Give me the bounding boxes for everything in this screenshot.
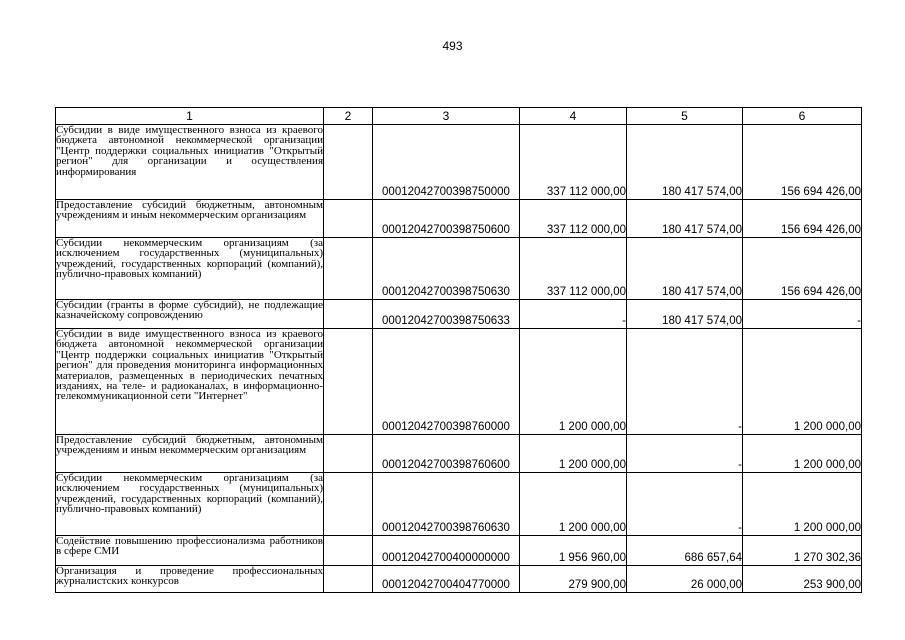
row-value-4: 1 200 000,00 <box>520 329 627 435</box>
row-name: Предоставление субсидий бюджетным, автономным учреждениям и иным некоммерческим организациям <box>56 200 324 238</box>
row-value-5: 686 657,64 <box>627 536 743 566</box>
row-value-4: 1 200 000,00 <box>520 435 627 473</box>
row-value-4: 337 112 000,00 <box>520 200 627 238</box>
row-col2 <box>324 200 373 238</box>
header-col-1: 1 <box>56 108 324 125</box>
header-col-5: 5 <box>627 108 743 125</box>
header-col-3: 3 <box>373 108 520 125</box>
header-col-6: 6 <box>743 108 862 125</box>
row-code: 00012042700400000000 <box>373 536 520 566</box>
row-code: 00012042700398750600 <box>373 200 520 238</box>
row-value-6: 1 270 302,36 <box>743 536 862 566</box>
row-value-5: - <box>627 473 743 536</box>
table-row <box>56 125 862 200</box>
row-code: 00012042700398760000 <box>373 329 520 435</box>
table-row <box>56 300 862 329</box>
row-value-4: - <box>520 300 627 329</box>
row-value-6: 156 694 426,00 <box>743 125 862 200</box>
row-value-5: - <box>627 329 743 435</box>
row-value-6: 1 200 000,00 <box>743 473 862 536</box>
table-row <box>56 566 862 593</box>
page-number: 493 <box>442 39 463 53</box>
row-code: 00012042700398750000 <box>373 125 520 200</box>
row-value-6: 1 200 000,00 <box>743 435 862 473</box>
row-value-5: 26 000,00 <box>627 566 743 593</box>
row-col2 <box>324 329 373 435</box>
table-row <box>56 473 862 536</box>
row-code: 00012042700398760630 <box>373 473 520 536</box>
table-row <box>56 329 862 435</box>
table-row <box>56 200 862 238</box>
row-value-4: 337 112 000,00 <box>520 125 627 200</box>
row-code: 00012042700398760600 <box>373 435 520 473</box>
row-col2 <box>324 435 373 473</box>
row-code: 00012042700404770000 <box>373 566 520 593</box>
row-code: 00012042700398750630 <box>373 238 520 300</box>
row-name: Субсидии некоммерческим организациям (за исключением государственных (муниципальных) учреждений, государственных корпораций (компаний), публично-правовых компаний) <box>56 473 324 536</box>
row-name: Предоставление субсидий бюджетным, автономным учреждениям и иным некоммерческим организациям <box>56 435 324 473</box>
row-value-6: - <box>743 300 862 329</box>
row-col2 <box>324 473 373 536</box>
row-name: Содействие повышению профессионализма работников в сфере СМИ <box>56 536 324 566</box>
row-name: Субсидии некоммерческим организациям (за исключением государственных (муниципальных) учреждений, государственных корпораций (компаний), публично-правовых компаний) <box>56 238 324 300</box>
row-value-6: 156 694 426,00 <box>743 200 862 238</box>
row-value-4: 279 900,00 <box>520 566 627 593</box>
row-col2 <box>324 566 373 593</box>
row-col2 <box>324 238 373 300</box>
row-name: Субсидии в виде имущественного взноса из краевого бюджета автономной некоммерческой организации "Центр поддержки социальных инициатив "Открытый регион" для организации и осуществления информирования <box>56 125 324 200</box>
row-code: 00012042700398750633 <box>373 300 520 329</box>
header-row <box>56 108 862 125</box>
row-value-6: 253 900,00 <box>743 566 862 593</box>
row-value-6: 156 694 426,00 <box>743 238 862 300</box>
row-value-5: 180 417 574,00 <box>627 125 743 200</box>
table-row <box>56 435 862 473</box>
budget-table <box>55 107 862 593</box>
row-col2 <box>324 300 373 329</box>
header-col-4: 4 <box>520 108 627 125</box>
row-value-4: 337 112 000,00 <box>520 238 627 300</box>
row-value-4: 1 956 960,00 <box>520 536 627 566</box>
table-row <box>56 536 862 566</box>
row-value-5: - <box>627 435 743 473</box>
row-col2 <box>324 536 373 566</box>
row-name: Организация и проведение профессиональных журналистских конкурсов <box>56 566 324 593</box>
table-row <box>56 238 862 300</box>
row-name: Субсидии в виде имущественного взноса из краевого бюджета автономной некоммерческой организации "Центр поддержки социальных инициатив "Открытый регион" для проведения мониторинга информационных материалов, размещенных в периодических печатных изданиях, на теле- и радиоканалах, в информационно-телекоммуникационной сети "Интернет" <box>56 329 324 435</box>
row-value-4: 1 200 000,00 <box>520 473 627 536</box>
row-col2 <box>324 125 373 200</box>
row-value-6: 1 200 000,00 <box>743 329 862 435</box>
row-value-5: 180 417 574,00 <box>627 300 743 329</box>
row-value-5: 180 417 574,00 <box>627 200 743 238</box>
row-value-5: 180 417 574,00 <box>627 238 743 300</box>
header-col-2: 2 <box>324 108 373 125</box>
row-name: Субсидии (гранты в форме субсидий), не подлежащие казначейскому сопровождению <box>56 300 324 329</box>
